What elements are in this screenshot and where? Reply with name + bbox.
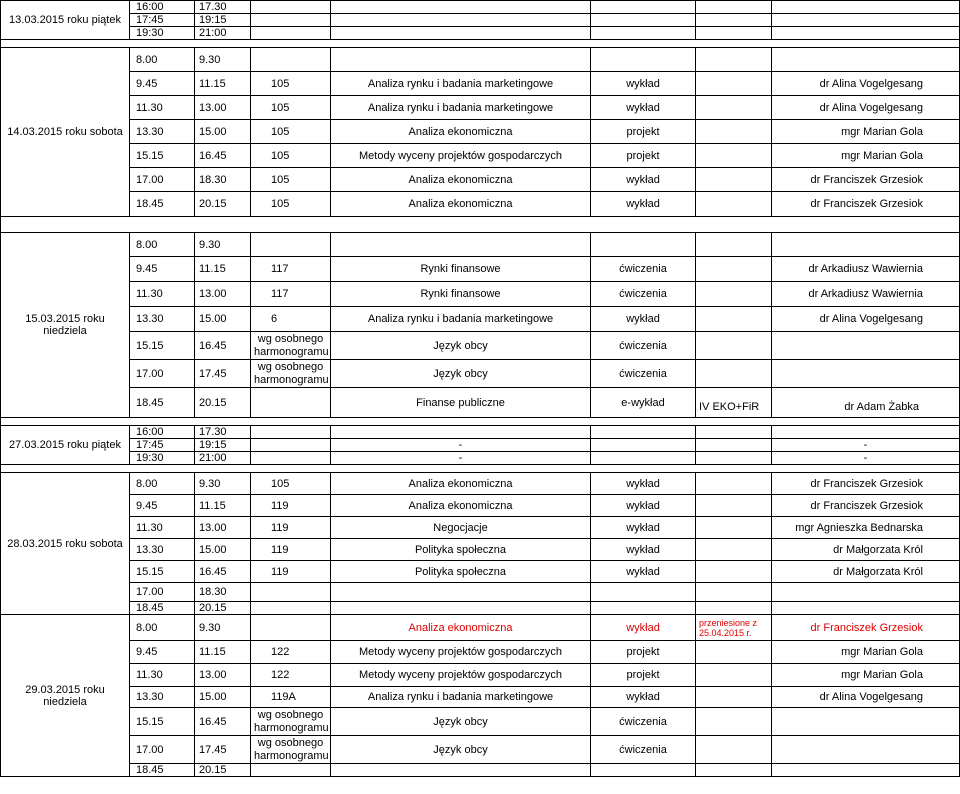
- start-time: 18.45: [130, 764, 195, 777]
- form: projekt: [591, 641, 696, 664]
- table-row: [1, 27, 960, 40]
- subject: Analiza rynku i badania marketingowe: [331, 96, 591, 120]
- start-time: 13.30: [130, 307, 195, 332]
- end-time: 11.15: [195, 495, 251, 517]
- room: 122: [251, 641, 331, 664]
- end-time: 20.15: [195, 388, 251, 418]
- start-time: 11.30: [130, 96, 195, 120]
- end-time: 13.00: [195, 517, 251, 539]
- start-time: 15.15: [130, 708, 195, 736]
- start-time: 11.30: [130, 517, 195, 539]
- start-time: 8.00: [130, 233, 195, 257]
- teacher: dr Alina Vogelgesang: [772, 687, 960, 708]
- start-time: 17.00: [130, 583, 195, 602]
- teacher: -: [772, 439, 960, 452]
- start-time: 15.15: [130, 561, 195, 583]
- table-row: [1, 144, 960, 168]
- form: wykład: [591, 687, 696, 708]
- form: projekt: [591, 664, 696, 687]
- teacher: mgr Agnieszka Bednarska: [772, 517, 960, 539]
- end-time: 11.15: [195, 641, 251, 664]
- teacher: dr Franciszek Grzesiok: [772, 192, 960, 217]
- subject: Rynki finansowe: [331, 282, 591, 307]
- end-time: 16.45: [195, 332, 251, 360]
- room: 6: [251, 307, 331, 332]
- subject: Metody wyceny projektów gospodarczych: [331, 664, 591, 687]
- room: 119: [251, 495, 331, 517]
- moved-note: przeniesione z 25.04.2015 r.: [696, 615, 772, 641]
- room: 122: [251, 664, 331, 687]
- start-time: 11.30: [130, 664, 195, 687]
- end-time: 9.30: [195, 233, 251, 257]
- table-row: [1, 282, 960, 307]
- subject: Analiza rynku i badania marketingowe: [331, 307, 591, 332]
- subject: Analiza rynku i badania marketingowe: [331, 72, 591, 96]
- room: wg osobnego harmonogramu: [251, 736, 331, 764]
- table-row: [1, 426, 960, 439]
- table-row: [1, 192, 960, 217]
- subject: Rynki finansowe: [331, 257, 591, 282]
- room: 105: [251, 192, 331, 217]
- subject: Język obcy: [331, 332, 591, 360]
- end-time: 9.30: [195, 48, 251, 72]
- table-row: [1, 120, 960, 144]
- end-time: 16.45: [195, 144, 251, 168]
- room: wg osobnego harmonogramu: [251, 360, 331, 388]
- room: 119: [251, 517, 331, 539]
- table-row: [1, 687, 960, 708]
- end-time: 17.45: [195, 736, 251, 764]
- subject: -: [331, 452, 591, 465]
- subject: -: [331, 439, 591, 452]
- table-row: [1, 473, 960, 495]
- start-time: 17:45: [130, 14, 195, 27]
- subject: Polityka społeczna: [331, 561, 591, 583]
- subject: Finanse publiczne: [331, 388, 591, 418]
- table-row: [1, 96, 960, 120]
- room: 119: [251, 561, 331, 583]
- table-row: [1, 583, 960, 602]
- start-time: 18.45: [130, 388, 195, 418]
- start-time: 16:00: [130, 426, 195, 439]
- room: 119: [251, 539, 331, 561]
- start-time: 17.00: [130, 168, 195, 192]
- end-time: 9.30: [195, 615, 251, 641]
- teacher: dr Małgorzata Król: [772, 561, 960, 583]
- day-cell: 15.03.2015 roku niedziela: [1, 233, 130, 418]
- end-time: 20.15: [195, 602, 251, 615]
- subject: Analiza ekonomiczna: [331, 168, 591, 192]
- form: wykład: [591, 539, 696, 561]
- start-time: 13.30: [130, 120, 195, 144]
- end-time: 21:00: [195, 27, 251, 40]
- subject: Analiza ekonomiczna: [331, 495, 591, 517]
- subject: Analiza rynku i badania marketingowe: [331, 687, 591, 708]
- start-time: 8.00: [130, 615, 195, 641]
- table-row: [1, 257, 960, 282]
- teacher: dr Arkadiusz Wawiernia: [772, 282, 960, 307]
- room: 105: [251, 120, 331, 144]
- form: wykład: [591, 561, 696, 583]
- start-time: 17.00: [130, 360, 195, 388]
- table-row: [1, 168, 960, 192]
- teacher: mgr Marian Gola: [772, 664, 960, 687]
- day-cell: 13.03.2015 roku piątek: [1, 1, 130, 40]
- teacher: dr Arkadiusz Wawiernia: [772, 257, 960, 282]
- end-time: 15.00: [195, 687, 251, 708]
- room: 119A: [251, 687, 331, 708]
- teacher: dr Małgorzata Król: [772, 539, 960, 561]
- form: ćwiczenia: [591, 736, 696, 764]
- form: e-wykład: [591, 388, 696, 418]
- start-time: 11.30: [130, 282, 195, 307]
- start-time: 9.45: [130, 72, 195, 96]
- table-row: [1, 561, 960, 583]
- form: projekt: [591, 120, 696, 144]
- table-row: [1, 14, 960, 27]
- table-row: [1, 233, 960, 257]
- end-time: 13.00: [195, 96, 251, 120]
- end-time: 16.45: [195, 708, 251, 736]
- teacher: dr Franciszek Grzesiok: [772, 473, 960, 495]
- table-row: [1, 307, 960, 332]
- end-time: 18.30: [195, 583, 251, 602]
- subject: Analiza ekonomiczna: [331, 615, 591, 641]
- start-time: 9.45: [130, 257, 195, 282]
- end-time: 15.00: [195, 307, 251, 332]
- teacher: dr Adam Żabka: [772, 388, 960, 418]
- end-time: 19:15: [195, 439, 251, 452]
- table-row: [1, 602, 960, 615]
- room: 105: [251, 473, 331, 495]
- day-cell: 29.03.2015 roku niedziela: [1, 615, 130, 777]
- form: wykład: [591, 615, 696, 641]
- day-cell: 28.03.2015 roku sobota: [1, 473, 130, 615]
- teacher: mgr Marian Gola: [772, 120, 960, 144]
- start-time: 17:45: [130, 439, 195, 452]
- start-time: 8.00: [130, 473, 195, 495]
- table-row: [1, 641, 960, 664]
- table-row: [1, 1, 960, 14]
- end-time: 16.45: [195, 561, 251, 583]
- teacher: dr Franciszek Grzesiok: [772, 168, 960, 192]
- table-row: [1, 615, 960, 641]
- end-time: 21:00: [195, 452, 251, 465]
- start-time: 8.00: [130, 48, 195, 72]
- subject: Język obcy: [331, 736, 591, 764]
- form: wykład: [591, 517, 696, 539]
- teacher: dr Franciszek Grzesiok: [772, 495, 960, 517]
- start-time: 18.45: [130, 602, 195, 615]
- start-time: 18.45: [130, 192, 195, 217]
- end-time: 17.30: [195, 1, 251, 14]
- end-time: 15.00: [195, 120, 251, 144]
- form: ćwiczenia: [591, 332, 696, 360]
- room: 105: [251, 144, 331, 168]
- table-row: [1, 452, 960, 465]
- table-row: [1, 332, 960, 360]
- subject: Analiza ekonomiczna: [331, 120, 591, 144]
- start-time: 19:30: [130, 452, 195, 465]
- subject: Język obcy: [331, 708, 591, 736]
- form: ćwiczenia: [591, 282, 696, 307]
- form: wykład: [591, 72, 696, 96]
- start-time: 17.00: [130, 736, 195, 764]
- subject: Język obcy: [331, 360, 591, 388]
- table-row: [1, 48, 960, 72]
- start-time: 9.45: [130, 495, 195, 517]
- teacher: dr Franciszek Grzesiok: [772, 615, 960, 641]
- day-cell: 14.03.2015 roku sobota: [1, 48, 130, 217]
- table-row: [1, 736, 960, 764]
- teacher: mgr Marian Gola: [772, 641, 960, 664]
- room: 117: [251, 282, 331, 307]
- group-note: IV EKO+FiR: [696, 388, 772, 418]
- day-cell: 27.03.2015 roku piątek: [1, 426, 130, 465]
- teacher: mgr Marian Gola: [772, 144, 960, 168]
- end-time: 13.00: [195, 282, 251, 307]
- room: 105: [251, 96, 331, 120]
- form: ćwiczenia: [591, 257, 696, 282]
- form: wykład: [591, 96, 696, 120]
- subject: Negocjacje: [331, 517, 591, 539]
- room: wg osobnego harmonogramu: [251, 708, 331, 736]
- table-row: [1, 517, 960, 539]
- table-row: [1, 764, 960, 777]
- form: wykład: [591, 307, 696, 332]
- end-time: 11.15: [195, 72, 251, 96]
- end-time: 13.00: [195, 664, 251, 687]
- teacher: dr Alina Vogelgesang: [772, 96, 960, 120]
- end-time: 19:15: [195, 14, 251, 27]
- subject: Analiza ekonomiczna: [331, 473, 591, 495]
- start-time: 15.15: [130, 144, 195, 168]
- start-time: 16:00: [130, 1, 195, 14]
- teacher: dr Alina Vogelgesang: [772, 72, 960, 96]
- end-time: 18.30: [195, 168, 251, 192]
- table-row: [1, 360, 960, 388]
- form: wykład: [591, 495, 696, 517]
- table-row: [1, 664, 960, 687]
- table-row: [1, 495, 960, 517]
- end-time: 17.30: [195, 426, 251, 439]
- end-time: 15.00: [195, 539, 251, 561]
- start-time: 13.30: [130, 687, 195, 708]
- form: wykład: [591, 473, 696, 495]
- end-time: 20.15: [195, 764, 251, 777]
- table-row: [1, 72, 960, 96]
- room: wg osobnego harmonogramu: [251, 332, 331, 360]
- subject: Analiza ekonomiczna: [331, 192, 591, 217]
- room: 105: [251, 72, 331, 96]
- table-row: [1, 388, 960, 418]
- start-time: 15.15: [130, 332, 195, 360]
- subject: Metody wyceny projektów gospodarczych: [331, 641, 591, 664]
- form: ćwiczenia: [591, 360, 696, 388]
- end-time: 9.30: [195, 473, 251, 495]
- subject: Polityka społeczna: [331, 539, 591, 561]
- subject: Metody wyceny projektów gospodarczych: [331, 144, 591, 168]
- end-time: 20.15: [195, 192, 251, 217]
- table-row: [1, 539, 960, 561]
- start-time: 19:30: [130, 27, 195, 40]
- form: projekt: [591, 144, 696, 168]
- room: 105: [251, 168, 331, 192]
- room: 117: [251, 257, 331, 282]
- form: wykład: [591, 168, 696, 192]
- start-time: 9.45: [130, 641, 195, 664]
- end-time: 17.45: [195, 360, 251, 388]
- table-row: [1, 708, 960, 736]
- teacher: -: [772, 452, 960, 465]
- table-row: [1, 439, 960, 452]
- end-time: 11.15: [195, 257, 251, 282]
- form: ćwiczenia: [591, 708, 696, 736]
- teacher: dr Alina Vogelgesang: [772, 307, 960, 332]
- start-time: 13.30: [130, 539, 195, 561]
- form: wykład: [591, 192, 696, 217]
